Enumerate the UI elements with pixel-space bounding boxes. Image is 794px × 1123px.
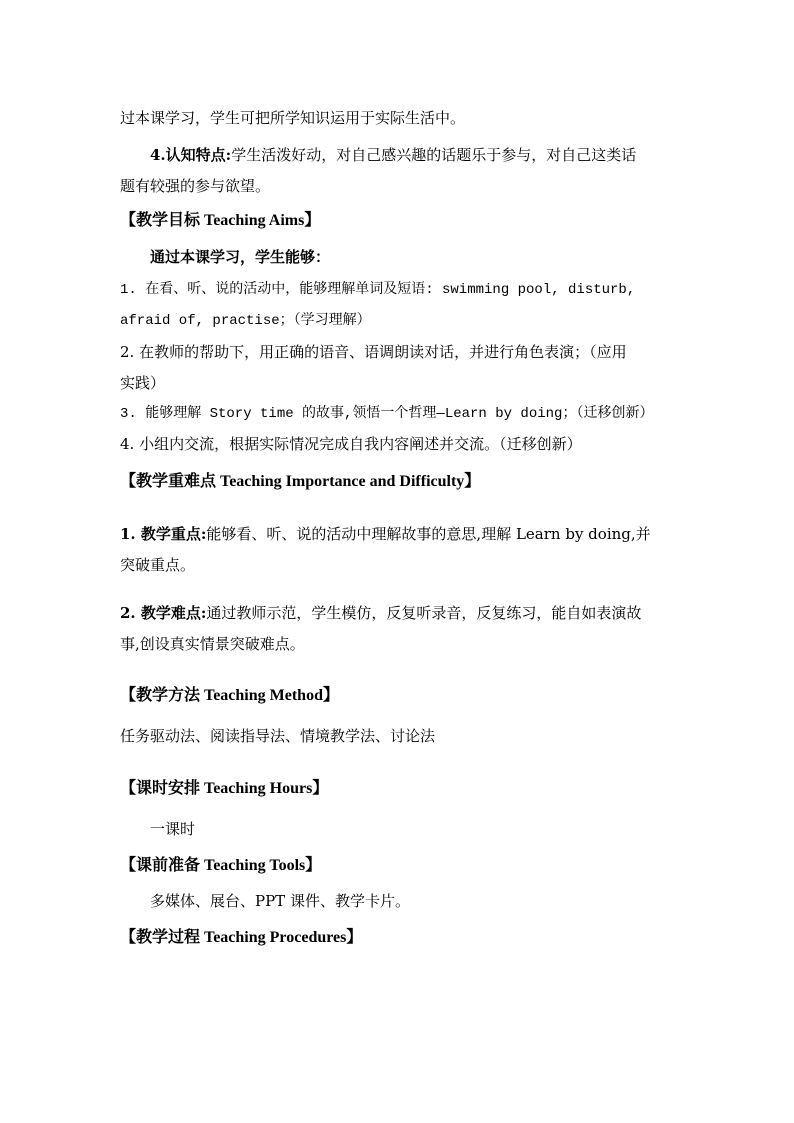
intro-tail-text: 过本课学习，学生可把所学知识运用于实际生活中。	[120, 109, 466, 127]
cognitive-label: 4.认知特点:	[150, 146, 232, 164]
aims-lead: 通过本课学习，学生能够：	[150, 248, 331, 266]
aims-item-4: 4. 小组内交流，根据实际情况完成自我内容阐述并交流。（迁移创新）	[120, 435, 582, 453]
aims-item-1-line-1: 1. 在看、听、说的活动中，能够理解单词及短语: swimming pool, disturb,	[120, 282, 636, 298]
aims-item-1-line-2: afraid of, practise；（学习理解）	[120, 313, 371, 329]
hours-heading: 【课时安排 Teaching Hours】	[120, 780, 329, 797]
difficulty-label: 2. 教学难点:	[120, 604, 207, 622]
procedures-heading: 【教学过程 Teaching Procedures】	[120, 929, 363, 946]
method-text: 任务驱动法、阅读指导法、情境教学法、讨论法	[120, 727, 436, 745]
cognitive-line-2: 题有较强的参与欲望。	[120, 177, 271, 195]
aims-item-2-line-2: 实践）	[120, 374, 166, 392]
tools-text: 多媒体、展台、PPT 课件、教学卡片。	[150, 892, 410, 910]
aims-item-2-line-1: 2. 在教师的帮助下，用正确的语音、语调朗读对话，并进行角色表演；（应用	[120, 343, 627, 361]
key-point-line-1	[120, 524, 680, 544]
method-heading: 【教学方法 Teaching Method】	[120, 687, 339, 704]
aims-item-3: 3. 能够理解 Story time 的故事,领悟一个哲理—Learn by doing；（迁移创新）	[120, 406, 654, 422]
cognitive-line-1	[150, 145, 680, 165]
cognitive-text-1: 学生活泼好动，对自己感兴趣的话题乐于参与，对自己这类话	[231, 146, 637, 164]
difficulty-line-2: 事,创设真实情景突破难点。	[120, 635, 305, 653]
key-point-label: 1. 教学重点:	[120, 525, 207, 543]
difficulty-line-1	[120, 603, 680, 623]
tools-heading: 【课前准备 Teaching Tools】	[120, 857, 322, 874]
importance-heading: 【教学重难点 Teaching Importance and Difficulty】	[120, 473, 481, 490]
key-point-line-2: 突破重点。	[120, 556, 196, 574]
difficulty-text-1: 通过教师示范，学生模仿，反复听录音，反复练习，能自如表演故	[206, 604, 642, 622]
hours-text: 一课时	[150, 820, 196, 838]
key-point-text-1: 能够看、听、说的活动中理解故事的意思,理解 Learn by doing,并	[206, 525, 651, 543]
aims-heading: 【教学目标 Teaching Aims】	[120, 212, 321, 229]
